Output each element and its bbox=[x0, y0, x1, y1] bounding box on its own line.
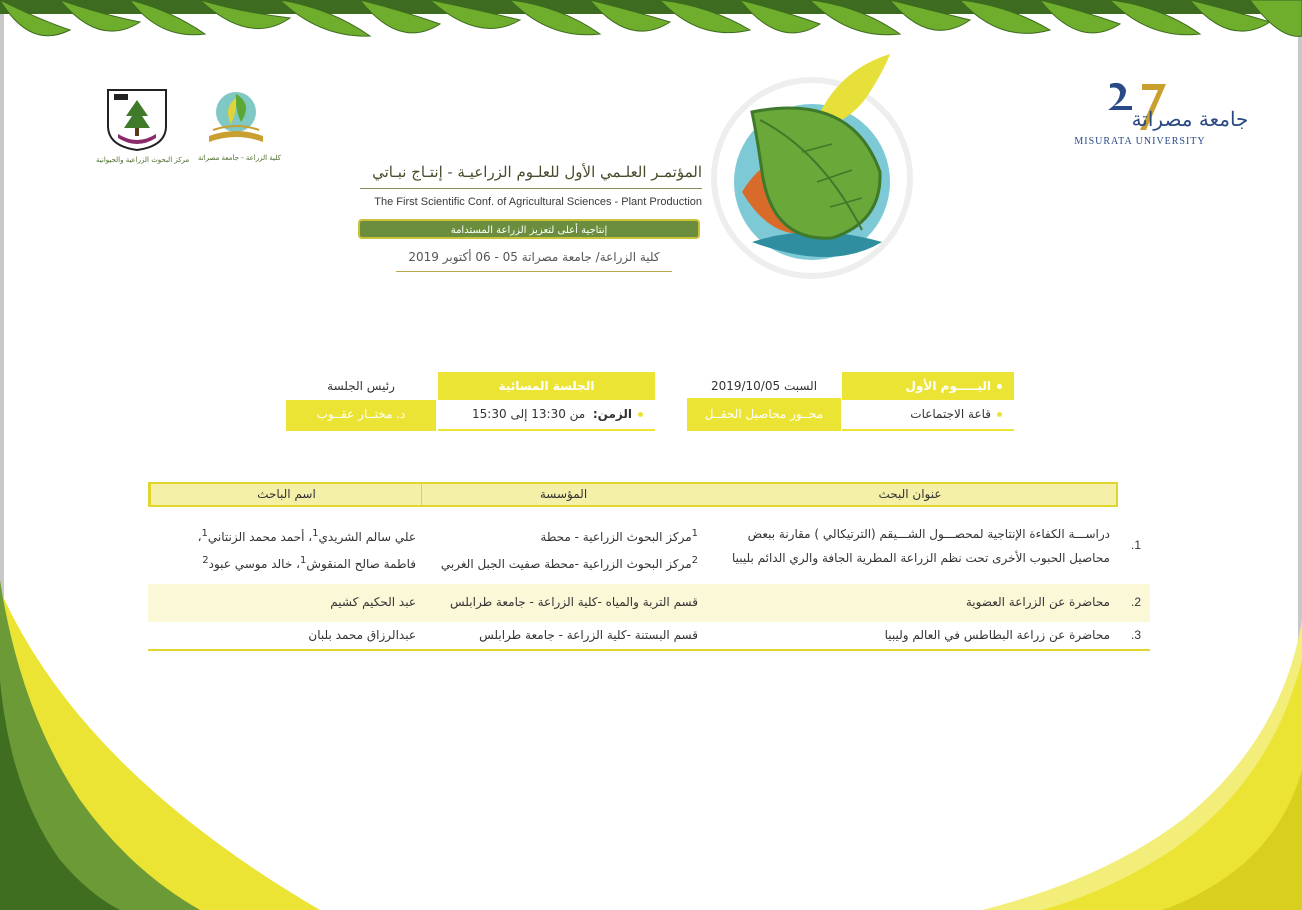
conference-place-date: كلية الزراعة/ جامعة مصراتة 05 - 06 أكتوبر 2019 bbox=[408, 250, 660, 264]
day-value: السبت 2019/10/05 bbox=[710, 379, 818, 393]
header-researcher: اسم الباحث bbox=[150, 484, 422, 505]
row-institution: قسم البستنة -كلية الزراعة - جامعة طرابلس bbox=[479, 628, 698, 642]
time-label: الزمن: bbox=[592, 407, 632, 421]
title-divider bbox=[360, 188, 702, 189]
bullet-icon bbox=[997, 412, 1002, 417]
university-name-ar: جامعة مصراتة bbox=[1131, 107, 1249, 131]
conference-tagline: إنتاجية أعلى لتعزيز الزراعة المستدامة bbox=[358, 219, 700, 239]
table-row bbox=[148, 624, 1150, 649]
chair-value-cell bbox=[286, 400, 436, 431]
hall-label: قاعة الاجتماعات bbox=[910, 407, 991, 421]
day-value-cell bbox=[687, 372, 841, 400]
research-center-logo bbox=[96, 86, 190, 164]
institution-line: مركز البحوث الزراعية -محطة صفيت الجبل الغربي bbox=[440, 557, 692, 571]
agri-faculty-caption: كلية الزراعة - جامعة مصراتة bbox=[198, 154, 281, 162]
table-bottom-rule bbox=[148, 649, 1150, 651]
table-row bbox=[148, 584, 1150, 622]
row-title: محاضرة عن زراعة البطاطس في العالم وليبيا bbox=[884, 628, 1110, 642]
hall-label-cell bbox=[842, 400, 1014, 431]
conference-title-en: The First Scientific Conf. of Agricultural Sciences - Plant Production bbox=[374, 196, 702, 208]
researcher-name: خالد موسي عبود bbox=[208, 557, 293, 571]
table-header bbox=[148, 482, 1118, 507]
hall-value-cell bbox=[687, 400, 841, 431]
table-row bbox=[148, 514, 1150, 582]
chair-label: رئيس الجلسة bbox=[327, 379, 395, 393]
conference-title-ar: المؤتمـر العلـمي الأول للعلـوم الزراعيـة - إنتـاج نبـاتي bbox=[372, 163, 702, 181]
bullet-icon bbox=[638, 412, 643, 417]
conference-leaf-logo bbox=[712, 52, 922, 280]
row-title: محاضرة عن الزراعة العضوية bbox=[965, 595, 1110, 609]
header-institution: المؤسسة bbox=[421, 484, 705, 505]
header-title: عنوان البحث bbox=[878, 487, 942, 501]
footnote-mark: 1 bbox=[299, 555, 307, 566]
footnote-mark: 1 bbox=[201, 528, 208, 539]
yellow-swoosh-decoration bbox=[982, 620, 1302, 910]
researcher-name: علي سالم الشريدي bbox=[318, 530, 416, 544]
footnote-mark: 2 bbox=[202, 555, 209, 566]
place-divider bbox=[396, 271, 672, 272]
footnote-mark: 2 bbox=[691, 555, 698, 566]
row-title-line: محاصيل الحبوب الأخرى تحت نظم الزراعة المطرية الجافة والري الدائم بليبيا bbox=[731, 551, 1110, 565]
researcher-name: فاطمة صالح المنقوش bbox=[306, 557, 416, 571]
misurata-emblem-icon bbox=[1062, 80, 1249, 142]
researcher-name: عبدالرزاق محمد بلبان bbox=[308, 628, 416, 642]
time-value: من 13:30 إلى 15:30 bbox=[472, 407, 586, 421]
university-name-en: MISURATA UNIVERSITY bbox=[1074, 136, 1206, 147]
research-center-emblem-icon bbox=[104, 86, 170, 152]
leaf-border-decoration bbox=[0, 0, 1302, 50]
row-institution: قسم التربة والمياه -كلية الزراعة - جامعة طرابلس bbox=[450, 595, 698, 609]
day-label: اليـــــوم الأول bbox=[905, 379, 991, 393]
row-researchers: علي سالم الشريدي$^1$، أحمد محمد الزنتاني$^1$، فاطمة صالح المنقوش$^1$، خالد موسي عبود$^2$ bbox=[197, 528, 416, 571]
researcher-name: أحمد محمد الزنتاني bbox=[207, 530, 305, 544]
bullet-icon bbox=[997, 384, 1002, 389]
institution-line: مركز البحوث الزراعية - محطة bbox=[540, 530, 692, 544]
researcher-name: عبد الحكيم كشيم bbox=[330, 595, 416, 609]
chair-label-cell bbox=[286, 372, 436, 400]
agri-faculty-emblem-icon bbox=[201, 86, 271, 150]
hall-value: محــور محاصيل الحقــل bbox=[704, 407, 824, 421]
chair-value: د. مختــار عقــوب bbox=[316, 407, 406, 421]
day-label-cell bbox=[842, 372, 1014, 400]
session-label: الجلسة المسائية bbox=[498, 379, 595, 393]
row-number: 1. bbox=[1130, 538, 1142, 552]
footnote-mark: 1 bbox=[691, 528, 698, 539]
agri-faculty-logo bbox=[198, 86, 281, 162]
row-number: 3. bbox=[1130, 628, 1142, 642]
footnote-mark: 1 bbox=[312, 528, 319, 539]
row-title bbox=[732, 522, 1110, 570]
row-institution bbox=[441, 522, 698, 576]
misurata-university-logo bbox=[1062, 80, 1249, 147]
session-label-cell bbox=[438, 372, 655, 400]
row-number: 2. bbox=[1130, 595, 1142, 609]
research-center-caption: مركز البحوث الزراعية والحيوانية bbox=[96, 156, 190, 164]
row-title-line: دراســـة الكفاءة الإنتاجية لمحصـــول الشـــيقم (الترتيكالي ) مقارنة ببعض bbox=[747, 527, 1110, 541]
time-cell bbox=[438, 400, 655, 431]
